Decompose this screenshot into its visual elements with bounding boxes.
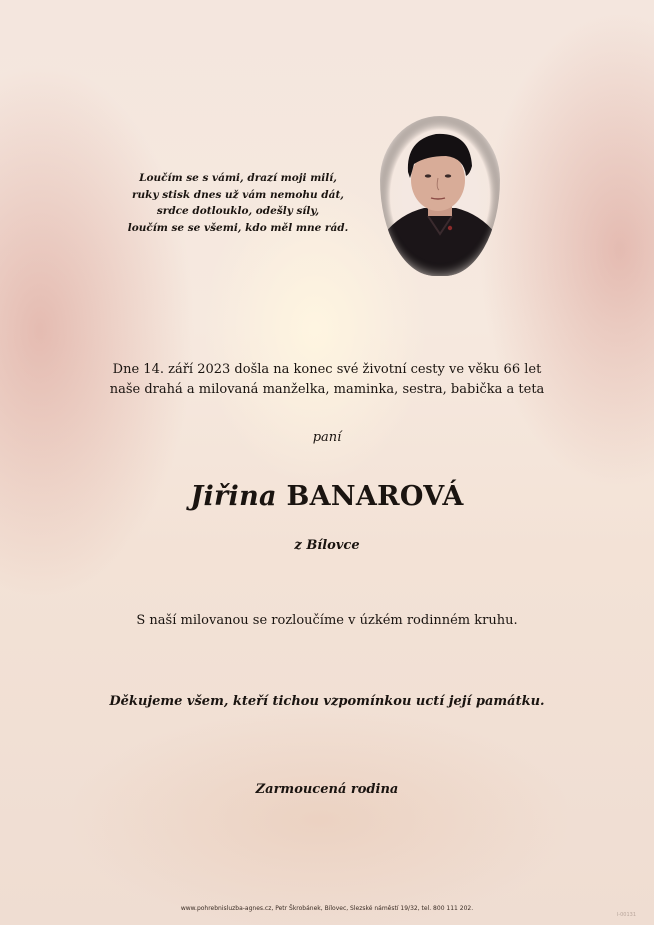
announcement-line: naše drahá a milovaná manželka, maminka, sestra, babička a teta — [109, 382, 545, 397]
announcement-line: Dne 14. září 2023 došla na konec své životní cesty ve věku 66 let — [112, 362, 542, 377]
first-name: Jiřina — [190, 481, 277, 512]
document-code: I-00131 — [616, 912, 636, 918]
signature: Zarmoucená rodina — [255, 782, 399, 797]
poem-line: loučím se se všemi, kdo měl mne rád. — [127, 221, 349, 234]
announcement-text — [0, 360, 654, 400]
poem-line: srdce dotlouklo, odešly síly, — [156, 205, 320, 217]
footer-contact: www.pohrebnisluzba-agnes.cz, Petr Škrobánek, Bílovec, Slezské náměstí 19/32, tel. 800 111 202. — [180, 905, 474, 912]
poem-line: ruky stisk dnes už vám nemohu dát, — [132, 188, 344, 201]
honorific: paní — [312, 430, 342, 445]
farewell-poem — [118, 170, 358, 236]
place-of-origin: z Bílovce — [294, 538, 360, 553]
portrait-photo — [380, 116, 500, 276]
poem-line: Loučím se s vámi, drazí moji milí, — [139, 172, 337, 184]
thanks-note: Děkujeme všem, kteří tichou vzpomínkou uctí její památku. — [109, 694, 545, 709]
deceased-name — [0, 481, 654, 512]
ceremony-note: S naší milovanou se rozloučíme v úzkém rodinném kruhu. — [136, 613, 518, 628]
last-name: BANAROVÁ — [286, 481, 464, 512]
